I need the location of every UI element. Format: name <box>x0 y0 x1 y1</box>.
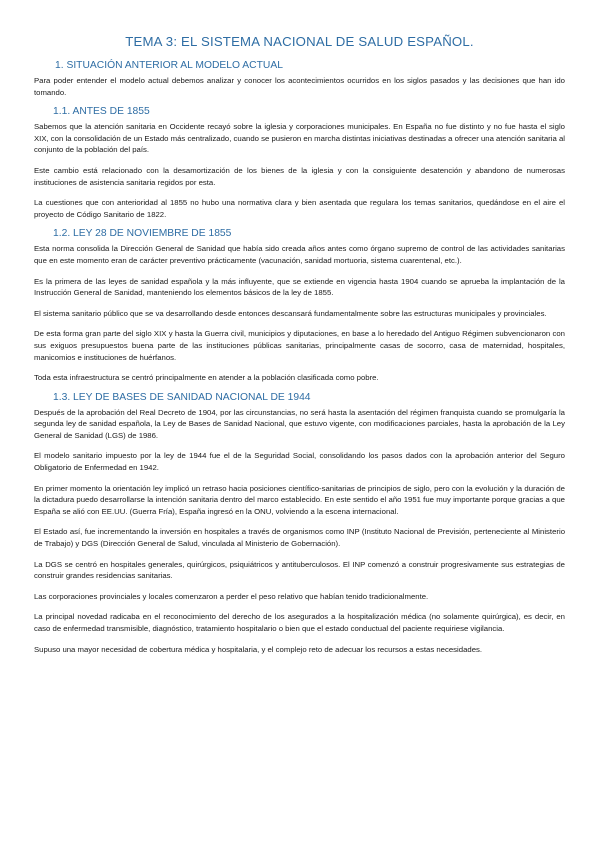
section-1-1-heading: 1.1. ANTES DE 1855 <box>53 106 150 118</box>
paragraph: Esta norma consolida la Dirección General de Sanidad que había sido creada años antes como órgano supremo de control de las actividades sanitarias que en este momento eran de carácter preventivo prácticamente (vacunación, sanidad mortuoria, sistema cuarentenal, etc.). <box>34 244 565 265</box>
paragraph: El sistema sanitario público que se va desarrollando desde entonces descansará fundamentalmente sobre las estructuras municipales y provinciales. <box>34 308 547 318</box>
paragraph: La DGS se centró en hospitales generales, quirúrgicos, psiquiátricos y antituberculosos. El INP comenzó a construir progresivamente sus estrategias de construir grandes residencias sanitarias. <box>34 559 565 581</box>
paragraph: Supuso una mayor necesidad de cobertura médica y hospitalaria, y el complejo reto de adecuar los recursos a estas necesidades. <box>34 644 483 654</box>
paragraph: De esta forma gran parte del siglo XIX y hasta la Guerra civil, municipios y diputaciones, en base a lo heredado del Antiguo Régimen subvencionaron con sus exiguos presupuestos buena parte de las instituciones públicas sanitarias, principalmente casas de socorro, casa de maternidad, hospitales, manicomios e instituciones de huérfanos. <box>34 329 565 362</box>
paragraph: La principal novedad radicaba en el reconocimiento del derecho de los asegurados a la hospitalización médica (no solamente quirúrgica), es decir, en caso de enfermedad transmisible, diagnóstico, tratamiento hospitalario o bien que el estado conductual del paciente requiriese vigilancia. <box>34 612 565 633</box>
section-1-intro: Para poder entender el modelo actual debemos analizar y conocer los acontecimientos ocurridos en los siglos pasados y las decisiones que han ido tomando. <box>34 76 565 97</box>
paragraph: Este cambio está relacionado con la desamortización de los bienes de la iglesia y con la consiguiente desatención y abandono de numerosas instituciones de asistencia sanitaria regidos por esta. <box>34 165 565 187</box>
section-1-heading: 1. SITUACIÓN ANTERIOR AL MODELO ACTUAL <box>55 60 283 71</box>
paragraph: Después de la aprobación del Real Decreto de 1904, por las circunstancias, no será hasta la asentación del régimen franquista cuando se promulgaría la segunda ley de sanidad española, la Ley de Bases de Sanidad Nacional, que estuvo vigente, con modificaciones parciales, hasta la aprobación de la Ley General de Sanidad (LGS) de 1986. <box>34 407 565 440</box>
paragraph: El modelo sanitario impuesto por la ley de 1944 fue el de la Seguridad Social, consolidando los pasos dados con la aprobación anterior del Seguro Obligatorio de Enfermedad en 1942. <box>34 451 565 473</box>
paragraph: Las corporaciones provinciales y locales comenzaron a perder el peso relativo que habían tenido tradicionalmente. <box>34 591 429 601</box>
paragraph: Sabemos que la atención sanitaria en Occidente recayó sobre la iglesia y corporaciones municipales. En España no fue distinto y no fue hasta el siglo XIX, con la consolidación de un Estado más centralizado, cuando se pusieron en marcha distintas iniciativas destinadas a ofrecer una atención sanitaria al conjunto de la población del país. <box>34 122 565 155</box>
paragraph: La cuestiones que con anterioridad al 1855 no hubo una normativa clara y bien asentada que regulara los temas sanitarios, quedándose en el aire el proyecto de Código Sanitario de 1822. <box>34 198 565 219</box>
paragraph: En primer momento la orientación ley implicó un retraso hacia posiciones científico-sanitarias de principios de siglo, pero con la evolución y la duración de la dictadura puedo desarrollarse la intención sanitaria dentro del marco establecido. En este sentido el año 1951 fue muy importante porque gracias a que España se alió con EE.UU. (Guerra Fría), España ingresó en la ONU, volviendo a la escena internacional. <box>34 483 565 516</box>
page-title: TEMA 3: EL SISTEMA NACIONAL DE SALUD ESPAÑOL. <box>125 34 474 49</box>
paragraph: El Estado así, fue incrementando la inversión en hospitales a través de organismos como INP (Instituto Nacional de Previsión, perteneciente al Ministerio de Trabajo) y DGS (Dirección General de Salud, vinculada al Ministerio de Gobernación). <box>34 527 565 549</box>
paragraph: Es la primera de las leyes de sanidad española y la más influyente, que se extiende en vigencia hasta 1904 cuando se aprueba la implantación de la Instrucción General de Sanidad, manteniendo los elementos básicos de la ley de 1855. <box>34 276 565 298</box>
section-1-2-heading: 1.2. LEY 28 DE NOVIEMBRE DE 1855 <box>53 228 232 240</box>
section-1-3-heading: 1.3. LEY DE BASES DE SANIDAD NACIONAL DE 1944 <box>53 391 311 403</box>
document-page <box>34 34 565 655</box>
paragraph: Toda esta infraestructura se centró principalmente en atender a la población clasificada como pobre. <box>34 373 379 383</box>
